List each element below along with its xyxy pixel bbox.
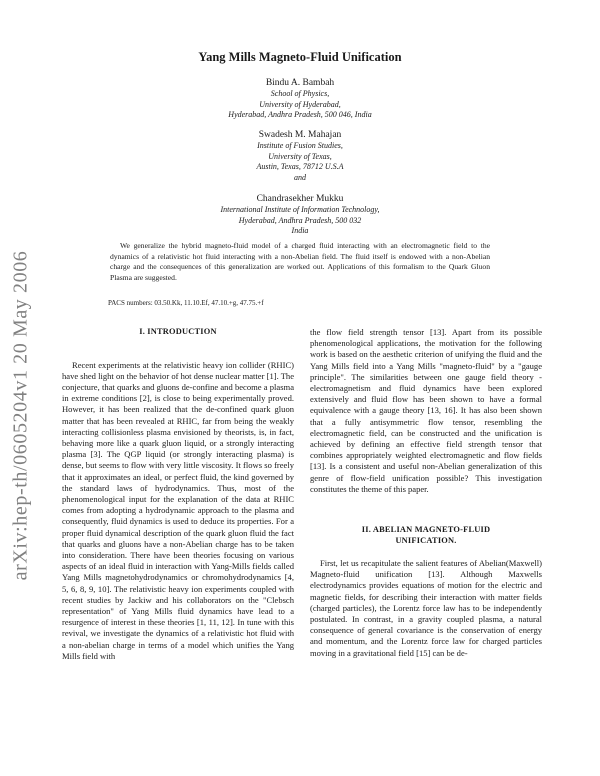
arxiv-stamp (4, 235, 38, 595)
author-name: Swadesh M. Mahajan (258, 130, 342, 140)
author-block-1 (0, 77, 600, 121)
affiliation-line: India (291, 226, 309, 235)
paragraph: Recent experiments at the relativistic heavy ion collider (RHIC) have shed light on the behavior of hot dense nuclear matter [1]. The conjecture, that quarks and gluons de-confine and become a plasma in extreme conditions [2], is close to being experimentally proved. However, it has been realized that the de-confined quark gluon matter that has been revealed at RHIC, far from being the weakly interacting collisionless plasma envisioned by theorists, is, in fact, behaving more like a quark gluon liquid, or a strongly interacting plasma [3]. The QGP liquid (or strongly interacting plasma) is dense, but seems to flow with very little viscosity. It flows so freely that it approximates an ideal, or perfect fluid, the kind governed by the standard laws of hydrodynamics. Thus, most of the phenomenological input for the explanation of the data at RHIC comes from adopting a hydrodynamic approach to the plasma and consequently, fluid dynamics is used to deduce its properties. For a proper fluid dynamical description of the quark gluon fluid the fact that quarks and gluons have a non-Abelian charge has to be taken into consideration. There have been theories focusing on various aspects of an ideal fluid in interaction with Yang-Mills fields called Yang Mills magnetohydrodynamics or chromohydrodynamics [4, 5, 6, 8, 9, 10]. The relativistic heavy ion experiments coupled with recent studies by Jackiw and his collaborators on the "Clebsch representation" of Yang Mills fluid dynamics have lead to a resurgence of interest in these theories [1, 11, 12]. In tune with this revival, we investigate the dynamics of a relativistic hot fluid with a non-abelian charge in terms of a model which unifies the Yang Mills field with (62, 359, 294, 661)
abstract: We generalize the hybrid magneto-fluid model of a charged fluid interacting with an electromagnetic field to the dynamics of a relativistic hot fluid interacting with a non-Abelian field. The fluid itself is endowed with a non-Abelian charge and the consequences of this generalization are worked out. Applications of this formalism to the Quark Gluon Plasma are suggested. (110, 241, 490, 282)
paragraph: the flow field strength tensor [13]. Apart from its possible phenomenological applications, the motivation for the following work is based on the aesthetic criterion of unifying the fluid and the Yang Mills field into a Yang Mills "magneto-fluid" by a "gauge principle". The similarities between one gauge field theory - electromagnetism and fluid dynamics have been explored extensively and fluid flow has been shown to have a formal equivalence with a gauge theory [13, 16]. It has also been shown that a fully antisymmetric flow tensor, resembling the electromagnetic field, can be constructed and the unification is achieved by defining an effective field strength tensor that combines appropriately weighted electromagnetic and flow fields [13]. Is a consistent and useful non-Abelian generalization of this genre of flow-field unification possible? This investigation constitutes the theme of this paper. (310, 327, 542, 494)
author-block-2 (0, 129, 600, 183)
author-name: Bindu A. Bambah (265, 78, 335, 88)
column-right (310, 327, 542, 659)
affiliation-line: Hyderabad, Andhra Pradesh, 500 046, India (228, 110, 372, 119)
affiliation-line: Hyderabad, Andhra Pradesh, 500 032 (238, 215, 362, 225)
column-left (62, 327, 294, 662)
affiliation-line: University of Texas, (268, 151, 332, 161)
author-name: Chandrasekher Mukku (256, 194, 344, 204)
affiliation-line: Austin, Texas, 78712 U.S.A (256, 162, 344, 171)
affiliation-line: International Institute of Information Technology, (220, 205, 380, 214)
section-heading: I. INTRODUCTION (139, 327, 217, 336)
affiliation-line: University of Hyderabad, (259, 99, 341, 109)
affiliation-line: Institute of Fusion Studies, (257, 141, 343, 150)
pacs-numbers: PACS numbers: 03.50.Kk, 11.10.Ef, 47.10.+g, 47.75.+f (108, 299, 264, 307)
affiliation-line: School of Physics, (270, 89, 330, 98)
affiliation-line: and (294, 172, 306, 182)
paragraph: First, let us recapitulate the salient features of Abelian(Maxwell) Magneto-fluid unification [13]. Although Maxwells electrodynamics provides equations of motion for the electric and magnetic fields, for describing their interaction with matter fields (charged particles), the Lorentz force law has to be independently postulated. In contrast, in a gravity coupled plasma, a natural consequence of general covariance is the conservation of energy and momentum, and the Lorentz force law for charged particles moving in a gravitational field [15] can be de- (310, 558, 542, 658)
author-block-3 (0, 193, 600, 237)
paper-title: Yang Mills Magneto-Fluid Unification (198, 50, 402, 64)
section-heading: II. ABELIAN MAGNETO-FLUID UNIFICATION. (361, 525, 491, 545)
arxiv-stamp-text: arXiv:hep-th/0605204v1 20 May 2006 (9, 250, 32, 580)
